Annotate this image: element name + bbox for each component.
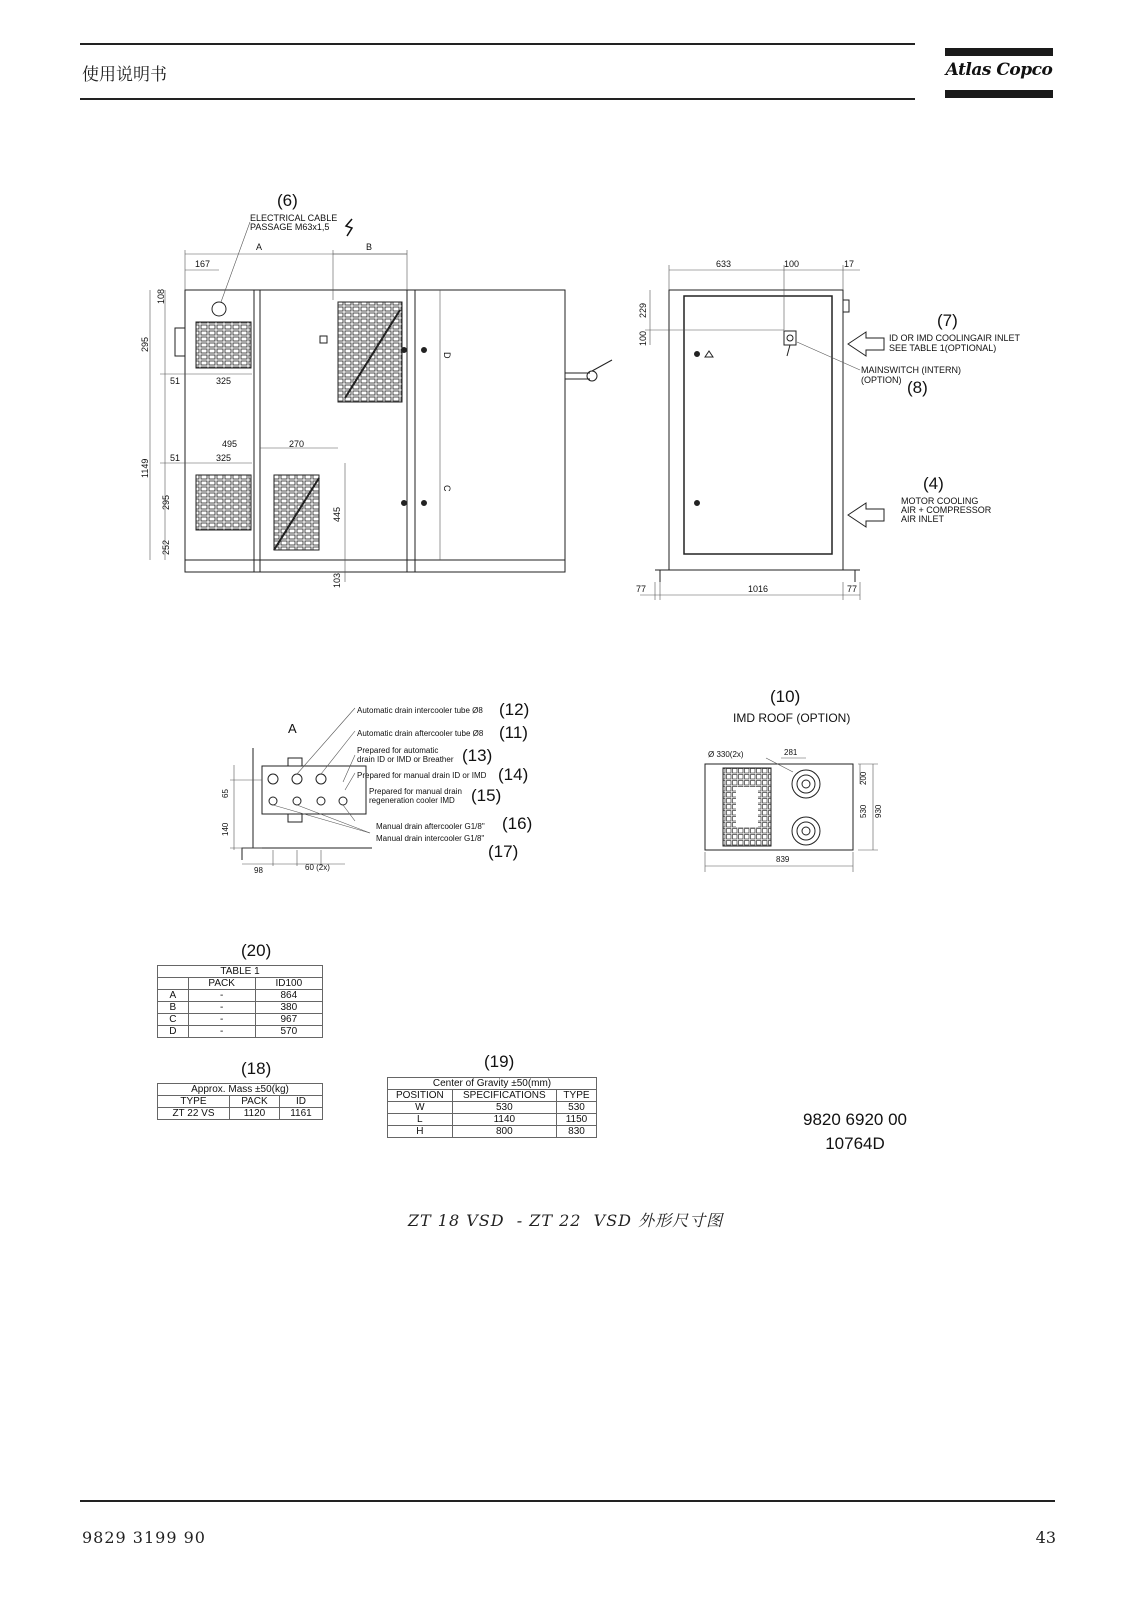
motor-label-2: AIR + COMPRESSOR (901, 505, 992, 515)
dim-270: 270 (289, 439, 305, 449)
callout-17: (17) (488, 842, 519, 861)
callout-18: (18) (241, 1059, 272, 1078)
table-1-title: TABLE 1 (158, 966, 323, 978)
imd-roof-view (705, 758, 878, 872)
table-row (158, 1002, 323, 1014)
callout-15: (15) (471, 786, 502, 805)
dim-98: 98 (254, 866, 263, 875)
dim-77b: 77 (847, 584, 858, 594)
dim-295a: 295 (140, 336, 150, 352)
part-number-line-2: 10764D (825, 1134, 885, 1153)
table-cell: 530 (556, 1102, 596, 1114)
inlet-label-1: ID OR IMD COOLINGAIR INLET (889, 333, 1021, 343)
table-row (158, 1108, 323, 1120)
dim-140: 140 (221, 822, 230, 836)
dim-60: 60 (2x) (305, 863, 330, 872)
mass-table-header: ID (279, 1096, 322, 1108)
table-cell: 800 (452, 1126, 556, 1138)
table-row (158, 1026, 323, 1038)
figure-caption: ZT 18 VSD - ZT 22 VSD 外形尺寸图 (407, 1211, 724, 1230)
dim-100a: 100 (784, 259, 800, 269)
center-of-gravity-table (387, 1077, 597, 1138)
mainswitch-label-2: (OPTION) (861, 375, 902, 385)
mainswitch-label-1: MAINSWITCH (INTERN) (861, 365, 961, 375)
dim-281: 281 (784, 748, 798, 757)
dim-839: 839 (776, 855, 790, 864)
roof-title: IMD ROOF (OPTION) (733, 711, 851, 725)
dim-103: 103 (332, 572, 342, 588)
table-cell: H (388, 1126, 453, 1138)
table-cell: 830 (556, 1126, 596, 1138)
table-cell: 1161 (279, 1108, 322, 1120)
table-cell: B (158, 1002, 189, 1014)
callout-6: (6) (277, 191, 298, 210)
table-cell: 1150 (556, 1114, 596, 1126)
dim-530: 530 (859, 804, 868, 818)
table-row (388, 1102, 597, 1114)
callout-16: (16) (502, 814, 533, 833)
table-cell: 380 (255, 1002, 322, 1014)
label-13a: Prepared for automatic (357, 746, 439, 755)
label-11: Automatic drain aftercooler tube Ø8 (357, 729, 484, 738)
dim-633: 633 (716, 259, 732, 269)
table-cell: D (158, 1026, 189, 1038)
mass-table (157, 1083, 323, 1120)
callout-14: (14) (498, 765, 529, 784)
dim-51a: 51 (170, 376, 181, 386)
dim-1016: 1016 (748, 584, 769, 594)
dim-325a: 325 (216, 376, 232, 386)
detail-a-label: A (288, 721, 297, 736)
table-cell: ZT 22 VS (158, 1108, 230, 1120)
drawing-part-number (780, 1108, 930, 1156)
table-row (158, 1014, 323, 1026)
dim-445: 445 (332, 506, 342, 522)
table-1-header (158, 978, 189, 990)
callout-7: (7) (937, 311, 958, 330)
label-16: Manual drain aftercooler G1/8" (376, 822, 485, 831)
table-cell: 570 (255, 1026, 322, 1038)
table-cell: 1120 (229, 1108, 279, 1120)
table-cell: 530 (452, 1102, 556, 1114)
cable-label-1: ELECTRICAL CABLE (250, 213, 338, 223)
callout-4: (4) (923, 474, 944, 493)
page-number: 43 (1035, 1528, 1056, 1547)
dim-200: 200 (859, 771, 868, 785)
dim-a: A (256, 242, 263, 252)
table-cell: 967 (255, 1014, 322, 1026)
dim-252: 252 (161, 539, 171, 555)
table-1-header: ID100 (255, 978, 322, 990)
dim-167: 167 (195, 259, 211, 269)
dim-c: C (442, 485, 452, 492)
dim-dia-330: Ø 330(2x) (708, 750, 744, 759)
label-12: Automatic drain intercooler tube Ø8 (357, 706, 483, 715)
dim-d: D (442, 352, 452, 359)
part-number-line-1: 9820 6920 00 (803, 1110, 907, 1129)
dim-229: 229 (638, 302, 648, 318)
mass-table-title: Approx. Mass ±50(kg) (158, 1084, 323, 1096)
callout-13: (13) (462, 746, 493, 765)
dim-295b: 295 (161, 494, 171, 510)
dim-77a: 77 (636, 584, 647, 594)
table-row (388, 1126, 597, 1138)
detail-a-view (230, 708, 372, 866)
label-15a: Prepared for manual drain (369, 787, 462, 796)
table-cell: A (158, 990, 189, 1002)
label-15b: regeneration cooler IMD (369, 796, 455, 805)
document-number: 9829 3199 90 (82, 1528, 206, 1547)
mass-table-header: PACK (229, 1096, 279, 1108)
dim-1149: 1149 (140, 458, 150, 478)
cable-label-2: PASSAGE M63x1,5 (250, 222, 330, 232)
manual-title: 使用说明书 (82, 65, 167, 85)
cog-table-title: Center of Gravity ±50(mm) (388, 1078, 597, 1090)
table-cell: 864 (255, 990, 322, 1002)
dim-51b: 51 (170, 453, 181, 463)
table-cell: - (188, 1002, 255, 1014)
table-row (388, 1114, 597, 1126)
table-cell: W (388, 1102, 453, 1114)
inlet-label-2: SEE TABLE 1(OPTIONAL) (889, 343, 997, 353)
table-1-dimensions (157, 965, 323, 1038)
dim-930: 930 (874, 804, 883, 818)
table-cell: C (158, 1014, 189, 1026)
motor-label-1: MOTOR COOLING (901, 496, 979, 506)
dim-108: 108 (156, 288, 166, 304)
table-row (158, 990, 323, 1002)
callout-20: (20) (241, 941, 272, 960)
label-13b: drain ID or IMD or Breather (357, 755, 454, 764)
table-cell: 1140 (452, 1114, 556, 1126)
label-17: Manual drain intercooler G1/8" (376, 834, 485, 843)
dim-17: 17 (844, 259, 855, 269)
callout-12: (12) (499, 700, 530, 719)
table-cell: - (188, 1026, 255, 1038)
side-view (640, 265, 884, 600)
motor-label-3: AIR INLET (901, 514, 945, 524)
dim-495: 495 (222, 439, 238, 449)
cog-table-header: TYPE (556, 1090, 596, 1102)
dim-65: 65 (221, 789, 230, 798)
dim-100b: 100 (638, 330, 648, 346)
table-cell: L (388, 1114, 453, 1126)
dim-b: B (366, 242, 373, 252)
logo-text: Atlas Copco (945, 60, 1053, 80)
cog-table-header: POSITION (388, 1090, 453, 1102)
mass-table-header: TYPE (158, 1096, 230, 1108)
cog-table-header: SPECIFICATIONS (452, 1090, 556, 1102)
callout-8: (8) (907, 378, 928, 397)
table-cell: - (188, 990, 255, 1002)
table-1-header: PACK (188, 978, 255, 990)
dim-325b: 325 (216, 453, 232, 463)
callout-19: (19) (484, 1052, 515, 1071)
label-14: Prepared for manual drain ID or IMD (357, 771, 487, 780)
footer-rule (80, 1500, 1055, 1502)
callout-10: (10) (770, 687, 801, 706)
callout-11: (11) (499, 723, 528, 742)
front-view (150, 219, 612, 582)
table-cell: - (188, 1014, 255, 1026)
